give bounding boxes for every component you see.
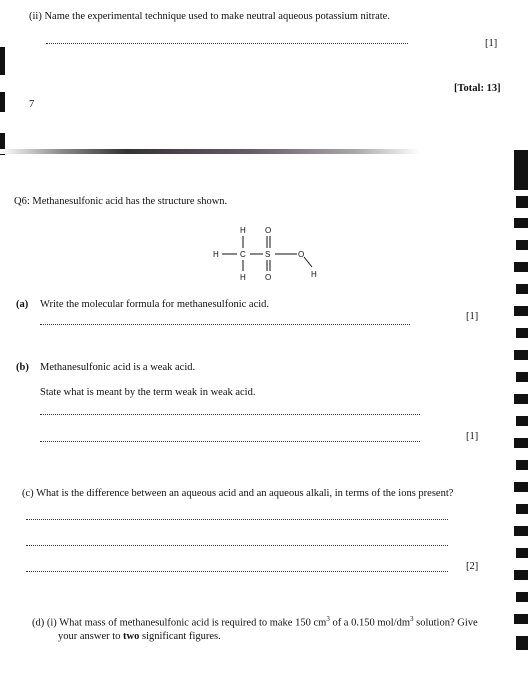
answer-line-b-2 <box>40 441 420 442</box>
answer-line-c-1 <box>26 519 448 520</box>
atom-h-right: H <box>311 270 317 279</box>
question-2ii-text: (ii) Name the experimental technique used to make neutral aqueous potassium nitrate. <box>29 11 390 22</box>
atom-h-left: H <box>213 250 219 259</box>
question-d-line-1-middle: of a 0.150 mol/dm <box>329 617 411 629</box>
atom-h-bottom: H <box>240 273 246 282</box>
answer-line-c-3 <box>26 571 448 572</box>
question-6-intro: Q6: Methanesulfonic acid has the structure shown. <box>14 196 228 207</box>
marks-a: [1] <box>466 311 479 322</box>
question-d-line-2-end: significant figures. <box>139 631 221 642</box>
emphasis-two: two <box>123 631 140 642</box>
atom-h-top: H <box>240 226 246 235</box>
atom-c: C <box>240 250 246 259</box>
marks-b: [1] <box>466 431 479 442</box>
superscript-dm3: 3 <box>410 615 414 623</box>
question-c-text: (c) What is the difference between an aqueous acid and an aqueous alkali, in terms of the ions present? <box>22 488 454 499</box>
answer-line-b-1 <box>40 414 420 415</box>
page-break-divider <box>0 149 420 154</box>
question-d-line-1 <box>32 613 478 630</box>
total-marks: [Total: 13] <box>454 83 501 94</box>
superscript-cm3: 3 <box>326 615 330 623</box>
methanesulfonic-acid-structure <box>196 222 326 284</box>
answer-line-a <box>40 324 410 325</box>
answer-line-c-2 <box>26 545 448 546</box>
atom-s: S <box>265 250 271 259</box>
question-b-subtext: State what is meant by the term weak in weak acid. <box>40 387 256 398</box>
question-d-line-1-end: solution? Give <box>413 617 478 629</box>
marks-c: [2] <box>466 561 479 572</box>
page-number: 7 <box>29 99 35 110</box>
question-d-line-2-start: your answer to <box>58 631 124 642</box>
question-a-label: (a) <box>16 299 29 310</box>
question-a-text: Write the molecular formula for methanesulfonic acid. <box>40 299 270 310</box>
question-d-line-1-start: (d) (i) What mass of methanesulfonic acid is required to make 150 cm <box>32 617 327 629</box>
atom-o-right: O <box>298 250 305 259</box>
question-b-label: (b) <box>16 362 29 373</box>
marks-2ii: [1] <box>485 38 498 49</box>
question-d-line-2 <box>58 630 221 643</box>
answer-line-2ii <box>46 43 408 44</box>
question-b-text: Methanesulfonic acid is a weak acid. <box>40 362 196 373</box>
atom-o-top: O <box>265 226 272 235</box>
atom-o-bottom: O <box>265 273 272 282</box>
